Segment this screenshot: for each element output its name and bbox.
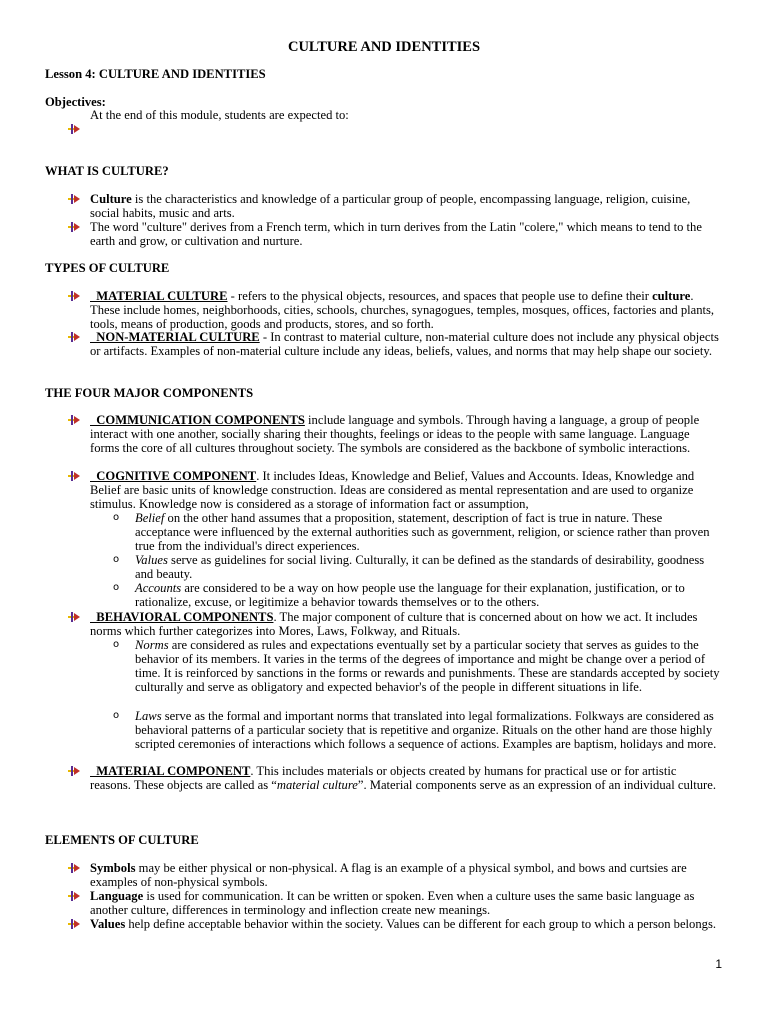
sub-item [113, 581, 720, 609]
list-item [90, 289, 720, 331]
list-item-text: is the characteristics and knowledge of a particular group of people, encompassing language, religion, cuisine, social habits, music and arts. [90, 192, 691, 220]
list-item-text: include language and symbols. Through having a language, a group of people interact with one another, socially sharing their thoughts, feelings or ideas to the people with same language. Language forms the core of all cultures throughout society. The symbols are considered as the backbone of symbolic interactions. [90, 413, 700, 455]
term-language: Language [90, 889, 144, 903]
bullet-icon [68, 471, 80, 481]
list-item-text: help define acceptable behavior within the society. Values can be different for each group to which a person belongs. [125, 917, 716, 931]
list-item [90, 861, 720, 889]
circle-bullet-icon: o [113, 554, 120, 565]
term-accounts: Accounts [135, 581, 182, 595]
list-item-text: - refers to the physical objects, resources, and spaces that people use to define their [227, 289, 653, 303]
circle-bullet-icon: o [113, 710, 120, 721]
list-item-text: is used for communication. It can be written or spoken. Even when a culture uses the same basic language as another culture, differences in terminology and inflection create new meanings. [90, 889, 695, 917]
objectives-empty-item [90, 122, 720, 136]
sub-item-text: are considered to be a way on how people use the language for their explanation, justification, or to rationalize, excuse, or legitimize a behavior towards themselves or to the others. [135, 581, 685, 609]
list-item [90, 764, 720, 792]
list-item-text: . This includes materials or objects created by humans for practical use or for artistic reasons. These objects are called as “ [90, 764, 677, 792]
term-material-culture-italic: material culture [276, 778, 358, 792]
objectives-heading: Objectives: [45, 95, 106, 109]
circle-bullet-icon: o [113, 639, 120, 650]
sub-item-text: serve as the formal and important norms that translated into legal formalizations. Folkways are considered as behavioral patterns of a particular society that is repetitive and organize. Rituals on the other hand are those highly scripted ceremonies of interactions which follows a sequence of actions. Examples are baptism, holidays and more. [135, 709, 717, 751]
sub-item [113, 638, 720, 694]
bullet-icon [68, 194, 80, 204]
sub-item-text: serve as guidelines for social living. Culturally, it can be defined as the standards of desirability, goodness and beauty. [135, 553, 705, 581]
sub-item-text: are considered as rules and expectations eventually set by a particular society that serves as guides to the behavior of its members. It varies in the terms of the degrees of importance and might be change over a period of time. It is reinforced by sanctions in the forms or rewards and punishments. These are standards accepted by society culturally and serve as obligatory and expected behavior's of the people in different situations in life. [135, 638, 720, 694]
term-culture-bold: culture [652, 289, 691, 303]
list-item [90, 917, 720, 931]
term-cognitive-component: COGNITIVE COMPONENT [90, 469, 257, 483]
list-item-text: . It includes Ideas, Knowledge and Belief, Values and Accounts. Ideas, Knowledge and Belief are basic units of knowledge construction. Ideas are considered as mental representation and are used to organize stimulus. Knowledge now is considered as a storage of information fact or assumption, [90, 469, 695, 511]
term-norms: Norms [135, 638, 169, 652]
list-item-text: ”. Material components serve as an expression of an individual culture. [357, 778, 716, 792]
list-item [90, 610, 720, 638]
bullet-icon [68, 891, 80, 901]
term-communication-components: COMMUNICATION COMPONENTS [90, 413, 305, 427]
term-material-culture: MATERIAL CULTURE [90, 289, 228, 303]
list-item [90, 192, 720, 220]
term-values: Values [135, 553, 168, 567]
what-is-culture-heading: WHAT IS CULTURE? [45, 164, 169, 178]
bullet-icon [68, 124, 80, 134]
term-behavioral-components: BEHAVIORAL COMPONENTS [90, 610, 274, 624]
page-title: CULTURE AND IDENTITIES [287, 39, 481, 55]
sub-item [113, 553, 720, 581]
bullet-icon [68, 222, 80, 232]
lesson-heading: Lesson 4: CULTURE AND IDENTITIES [45, 67, 266, 81]
page-number: 1 [715, 957, 722, 971]
list-item-text: The word "culture" derives from a French term, which in turn derives from the Latin "colere," which means to tend to the earth and grow, or cultivation and nurture. [90, 220, 702, 248]
four-major-components-heading: THE FOUR MAJOR COMPONENTS [45, 386, 254, 400]
list-item-text: - In contrast to material culture, non-material culture does not include any physical objects or artifacts. Examples of non-material culture include any ideas, beliefs, values, and norms that may help shape our society. [90, 330, 719, 358]
term-values-bold: Values [90, 917, 126, 931]
bullet-icon [68, 766, 80, 776]
objectives-intro: At the end of this module, students are expected to: [90, 108, 349, 122]
sub-item-text: on the other hand assumes that a proposition, statement, description of fact is true in nature. These acceptance were influenced by the external authorities such as government, religion, or science rather than proven true from the individual's direct experiences. [135, 511, 710, 553]
list-item [90, 413, 720, 455]
sub-item [113, 511, 720, 553]
bullet-icon [68, 291, 80, 301]
list-item-text: may be either physical or non-physical. A flag is an example of a physical symbol, and bows and curtsies are examples of non-physical symbols. [90, 861, 687, 889]
list-item [90, 220, 720, 248]
term-material-component: MATERIAL COMPONENT [90, 764, 251, 778]
list-item [90, 889, 720, 917]
term-belief: Belief [135, 511, 165, 525]
circle-bullet-icon: o [113, 582, 120, 593]
bullet-icon [68, 612, 80, 622]
list-item-text: . These include homes, neighborhoods, cities, schools, churches, synagogues, temples, mosques, offices, factories and plants, tools, means of production, goods and products, stores, and so forth. [90, 289, 715, 331]
circle-bullet-icon: o [113, 512, 120, 523]
bullet-icon [68, 332, 80, 342]
term-symbols: Symbols [90, 861, 136, 875]
list-item-text: . The major component of culture that is concerned about on how we act. It includes norms which further categorizes into Mores, Laws, Folkway, and Rituals. [90, 610, 698, 638]
term-culture: Culture [90, 192, 132, 206]
term-laws: Laws [135, 709, 162, 723]
sub-item [113, 709, 720, 751]
elements-of-culture-heading: ELEMENTS OF CULTURE [45, 833, 199, 847]
list-item [90, 469, 720, 511]
list-item [90, 330, 720, 358]
term-non-material-culture: NON-MATERIAL CULTURE [90, 330, 260, 344]
bullet-icon [68, 919, 80, 929]
types-of-culture-heading: TYPES OF CULTURE [45, 261, 170, 275]
bullet-icon [68, 415, 80, 425]
bullet-icon [68, 863, 80, 873]
